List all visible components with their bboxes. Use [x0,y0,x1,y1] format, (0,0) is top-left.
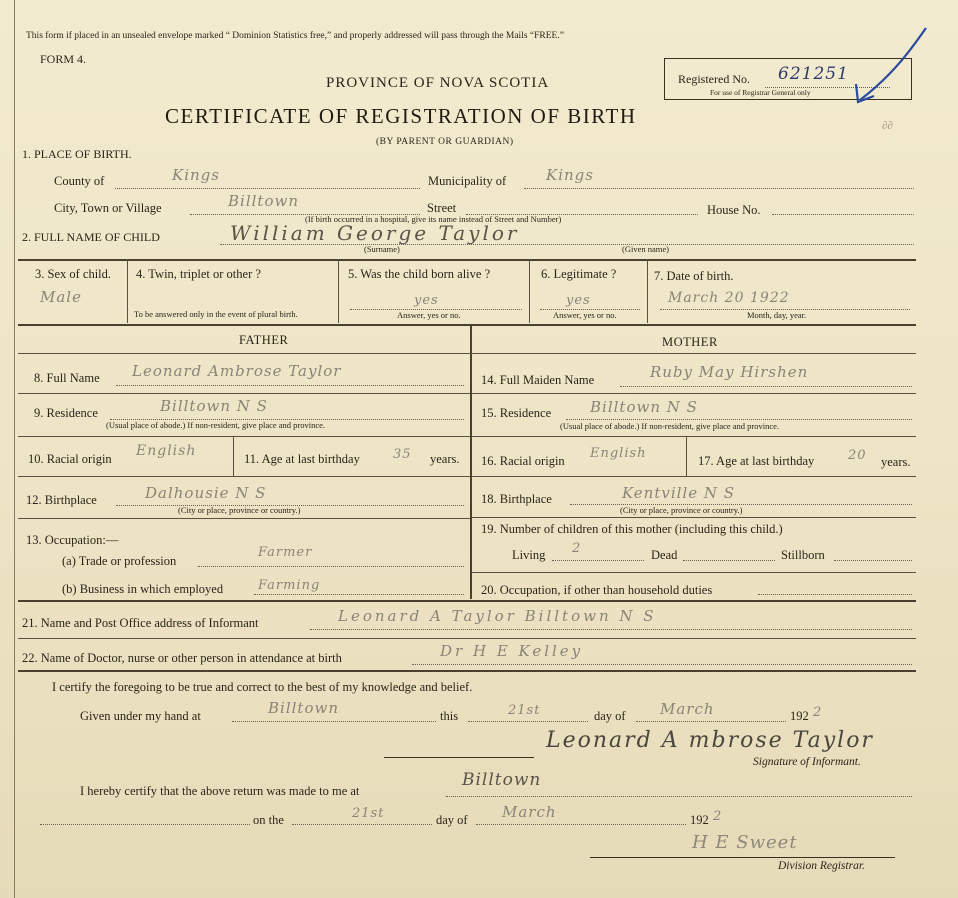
mother-race-label: 16. Racial origin [481,454,565,468]
informant-signature: Leonard A mbrose Taylor [546,728,874,753]
father-age-value: 35 [393,447,412,462]
mother-age-label: 17. Age at last birthday [698,454,815,468]
father-trade-value: Farmer [258,545,313,560]
father-age-label: 11. Age at last birthday [244,452,360,466]
mother-occupation-label: 20. Occupation, if other than household duties [481,583,713,597]
registrar-signature-label: Division Registrar. [778,860,865,872]
birth-date-label: 7. Date of birth. [654,269,734,283]
row-rule [472,476,916,477]
father-business-label: (b) Business in which employed [62,582,224,596]
twin-label: 4. Twin, triplet or other ? [136,267,261,281]
father-age-unit: years. [430,452,460,466]
mother-birthplace-label: 18. Birthplace [481,492,552,506]
father-business-line [254,594,464,595]
sex-label: 3. Sex of child. [35,267,112,281]
hospital-note: (If birth occurred in a hospital, give its name instead of Street and Number) [305,214,562,224]
mail-note: This form if placed in an unsealed envelope marked “ Dominion Statistics free,” and properly addressed will pass through the Mails “FREE.” [26,31,564,41]
certify-text: I certify the foregoing to be true and correct to the best of my knowledge and belief. [52,680,473,694]
parents-heading-rule [18,353,916,354]
father-residence-label: 9. Residence [34,406,98,420]
place-of-birth-label: 1. PLACE OF BIRTH. [22,147,132,161]
registrar-year-prefix: 192 [690,813,709,827]
pencil-mark: ∂∂ [882,120,893,132]
mother-age-unit: years. [881,455,911,469]
registrar-day-value: 21st [352,806,385,821]
row-divider [686,436,687,476]
row-rule [472,572,916,573]
house-label: House No. [707,203,761,217]
living-value: 2 [572,541,582,556]
father-race-label: 10. Racial origin [28,452,112,466]
county-label: County of [54,174,105,188]
mother-name-value: Ruby May Hirshen [650,363,809,381]
grid-divider [127,259,128,323]
father-trade-line [198,566,464,567]
registrar-place-line [446,796,912,797]
registrar-signature-line [590,857,895,858]
mother-birthplace-note: (City or place, province or country.) [620,505,743,515]
father-birthplace-note: (City or place, province or country.) [178,505,301,515]
registrar-signature: H E Sweet [692,832,798,853]
child-name-label: 2. FULL NAME OF CHILD [22,230,160,244]
row-rule [472,517,916,518]
given-day-value: 21st [508,703,541,718]
grid-top-rule [18,259,916,261]
stillborn-line [834,560,912,561]
legitimate-note: Answer, yes or no. [553,310,617,320]
father-race-value: English [136,443,197,459]
legitimate-label: 6. Legitimate ? [541,267,617,281]
sex-value: Male [40,288,82,306]
registrar-text: I hereby certify that the above return was made to me at [80,784,360,798]
city-value: Billtown [228,192,299,210]
registrar-month-line [476,824,686,825]
registrar-month-value: March [502,803,557,821]
birth-date-value: March 20 1922 [668,290,790,306]
dead-label: Dead [651,548,678,562]
father-occupation-label: 13. Occupation:— [26,533,119,547]
birth-date-note: Month, day, year. [747,310,807,320]
father-residence-note: (Usual place of abode.) If non-resident, give place and province. [106,420,326,430]
given-under-label: Given under my hand at [80,709,201,723]
given-name-note: (Given name) [622,244,669,254]
mother-residence-value: Billtown N S [590,398,698,416]
row-rule [472,436,916,437]
row-divider [233,436,234,476]
registration-number: 621251 [778,64,849,84]
registration-note: For use of Registrar General only [710,88,811,97]
row-rule [472,393,916,394]
grid-divider [338,259,339,323]
father-name-label: 8. Full Name [34,371,100,385]
city-label: City, Town or Village [54,201,162,215]
father-name-value: Leonard Ambrose Taylor [132,362,342,380]
doctor-bottom-rule [18,670,916,672]
grid-divider [647,259,648,323]
child-name-value: William George Taylor [230,221,520,245]
doctor-value: Dr H E Kelley [440,642,584,660]
given-month-line [636,721,786,722]
grid-bottom-rule [18,324,916,326]
father-residence-value: Billtown N S [160,397,268,415]
mother-heading: MOTHER [662,335,718,349]
left-margin-rule [14,0,15,898]
mother-name-line [620,386,912,387]
signature-line-left [384,757,534,758]
registrar-place-value: Billtown [462,770,542,790]
given-month-value: March [660,700,715,718]
given-day-line [468,721,588,722]
registrar-day-line [292,824,432,825]
living-label: Living [512,548,546,562]
legitimate-value: yes [566,293,591,308]
mother-children-label: 19. Number of children of this mother (including this child.) [481,522,783,536]
house-line [772,214,914,215]
father-heading: FATHER [239,333,289,347]
informant-line [310,629,912,630]
father-name-line [116,385,464,386]
county-value: Kings [172,166,220,184]
parents-bottom-rule [18,600,916,602]
registrar-dayof-label: day of [436,813,468,827]
father-birthplace-value: Dalhousie N S [145,484,267,502]
province-title: PROVINCE OF NOVA SCOTIA [326,75,550,91]
row-rule [18,436,470,437]
mother-residence-note: (Usual place of abode.) If non-resident, give place and province. [560,421,780,431]
twin-note: To be answered only in the event of plural birth. [134,309,298,319]
mother-name-label: 14. Full Maiden Name [481,373,595,387]
informant-signature-label: Signature of Informant. [753,756,861,768]
row-rule [18,476,470,477]
mother-birthplace-value: Kentville N S [622,484,736,502]
given-year-prefix: 192 [790,709,809,723]
father-business-value: Farming [258,578,321,593]
registrar-pre-line [40,824,250,825]
doctor-line [412,664,912,665]
father-birthplace-label: 12. Birthplace [26,493,97,507]
stillborn-label: Stillborn [781,548,825,562]
given-place-value: Billtown [268,699,339,717]
given-place-line [232,721,436,722]
alive-value: yes [414,293,439,308]
mother-residence-label: 15. Residence [481,406,552,420]
doctor-label: 22. Name of Doctor, nurse or other person in attendance at birth [22,651,342,665]
registrar-year-suffix: 2 [713,809,723,824]
registration-label: Registered No. [678,72,750,86]
row-rule [18,518,470,519]
grid-divider [529,259,530,323]
mother-residence-line [566,419,912,420]
page-title: CERTIFICATE OF REGISTRATION OF BIRTH [165,104,637,128]
county-line [115,188,420,189]
father-trade-label: (a) Trade or profession [62,554,177,568]
informant-value: Leonard A Taylor Billtown N S [338,607,657,625]
street-label: Street [427,201,457,215]
municipality-label: Municipality of [428,174,507,188]
informant-label: 21. Name and Post Office address of Informant [22,616,259,630]
this-label: this [440,709,459,723]
registrar-on-the: on the [253,813,284,827]
given-year-suffix: 2 [813,705,823,720]
dead-line [683,560,775,561]
given-dayof-label: day of [594,709,626,723]
living-line [552,560,644,561]
form-number: FORM 4. [40,52,87,66]
page-subtitle: (BY PARENT OR GUARDIAN) [376,137,514,147]
row-rule [18,638,916,639]
municipality-line [524,188,914,189]
municipality-value: Kings [546,166,594,184]
mother-occupation-line [758,594,912,595]
mother-race-value: English [590,446,647,461]
alive-note: Answer, yes or no. [397,310,461,320]
alive-label: 5. Was the child born alive ? [348,267,491,281]
check-mark-icon [842,24,932,108]
parents-divider [470,324,472,599]
row-rule [18,393,470,394]
mother-age-value: 20 [848,448,867,463]
surname-note: (Surname) [364,244,400,254]
